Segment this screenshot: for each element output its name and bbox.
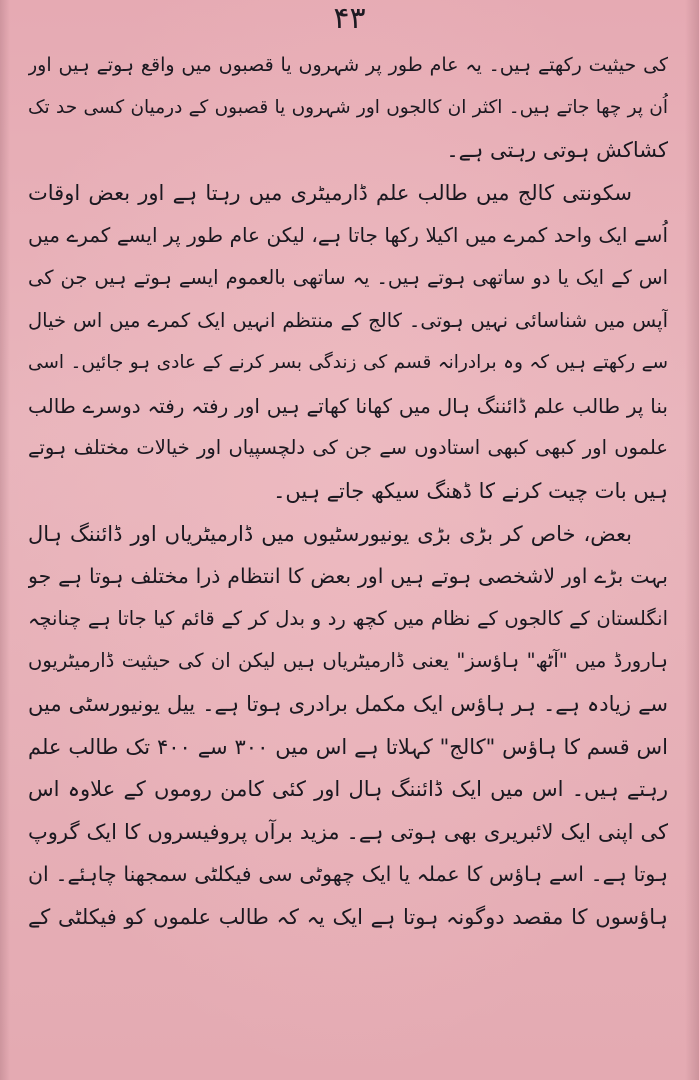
text-line-1: کی حیثیت رکھتے ہیں۔ یہ عام طور پر شہروں یا قصبوں میں واقع ہوتے ہیں اور [28, 54, 668, 76]
text-line-14: انگلستان کے کالجوں کے نظام میں کچھ رد و بدل کر کے قائم کیا جاتا ہے چنانچہ [28, 606, 668, 630]
text-line-16: سے زیادہ ہے۔ ہر ہاؤس ایک مکمل برادری ہوتا ہے۔ ییل یونیورسٹی میں [28, 691, 668, 716]
text-line-21: ہاؤسوں کا مقصد دوگونہ ہوتا ہے ایک یہ کہ طالب علموں کو فیکلٹی کے [28, 904, 668, 929]
text-line-8: سے رکھتے ہیں کہ وہ برادرانہ قسم کی زندگی بسر کرنے کے عادی ہو جائیں۔ اسی [28, 352, 668, 374]
body-text [28, 44, 668, 938]
text-line-10: علموں اور کبھی کبھی استادوں سے جن کی دلچسپیاں اور خیالات مختلف ہوتے [28, 436, 668, 460]
text-line-5: اُسے ایک واحد کمرے میں اکیلا رکھا جاتا ہے، لیکن عام طور پر ایسے کمرے میں [28, 223, 668, 248]
page-right-edge-shadow [685, 0, 699, 1080]
page-left-edge-shadow [0, 0, 10, 1080]
page-number: ۴۳ [333, 1, 366, 36]
text-line-20: ہوتا ہے۔ اسے ہاؤس کا عملہ یا ایک چھوٹی سی فیکلٹی سمجھنا چاہئے۔ ان [28, 862, 668, 887]
text-line-7: آپس میں شناسائی نہیں ہوتی۔ کالج کے منتظم انہیں ایک کمرے میں اس خیال [28, 308, 668, 332]
text-line-2: اُن پر چھا جاتے ہیں۔ اکثر ان کالجوں اور شہروں یا قصبوں کے درمیان کسی حد تک [28, 96, 668, 118]
text-line-12: بعض، خاص کر بڑی بڑی یونیورسٹیوں میں ڈارمیٹریاں اور ڈائننگ ہال [28, 521, 632, 546]
text-line-9: بنا پر طالب علم ڈائننگ ہال میں کھانا کھاتے ہیں اور رفتہ رفتہ دوسرے طالب [28, 393, 668, 418]
text-line-13: بہت بڑے اور لاشخصی ہوتے ہیں اور بعض کا انتظام ذرا مختلف ہوتا ہے جو [28, 564, 668, 589]
text-line-6: اس کے ایک یا دو ساتھی ہوتے ہیں۔ یہ ساتھی بالعموم ایسے ہوتے ہیں جن کی [28, 265, 668, 289]
text-line-15: ہارورڈ میں "آٹھ" ہاؤسز" یعنی ڈارمیٹریاں ہیں لیکن ان کی حیثیت ڈارمیٹریوں [28, 649, 668, 673]
text-line-4: سکونتی کالج میں طالب علم ڈارمیٹری میں رہتا ہے اور بعض اوقات [28, 180, 632, 205]
text-line-19: کی اپنی ایک لائبریری بھی ہوتی ہے۔ مزید برآں پروفیسروں کا ایک گروپ [28, 819, 668, 844]
text-line-3: کشاکش ہوتی رہتی ہے۔ [446, 138, 668, 163]
text-line-17: اس قسم کا ہاؤس "کالج" کہلاتا ہے اس میں ۳۰۰ سے ۴۰۰ تک طالب علم [28, 734, 668, 759]
text-line-11: ہیں بات چیت کرنے کا ڈھنگ سیکھ جاتے ہیں۔ [273, 478, 668, 503]
text-line-18: رہتے ہیں۔ اس میں ایک ڈائننگ ہال اور کئی کامن روموں کے علاوہ اس [28, 777, 668, 802]
